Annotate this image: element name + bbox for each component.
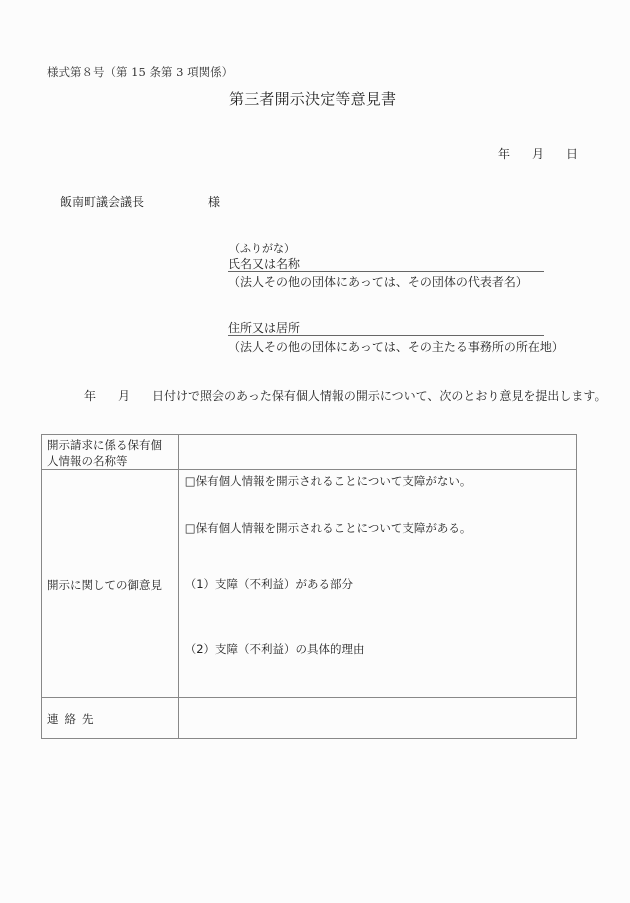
table-row xyxy=(42,698,577,739)
date-year-label: 年 xyxy=(498,147,511,161)
name-field-label: 氏名又は名称 xyxy=(228,257,301,271)
info-name-value[interactable] xyxy=(178,435,576,470)
date-line xyxy=(498,145,578,162)
no-objection-checkbox[interactable]: □保有個人情報を開示されることについて支障がない。 xyxy=(184,474,472,488)
address-field-note: （法人その他の団体にあっては、その主たる事務所の所在地） xyxy=(228,340,564,354)
form-number: 様式第８号（第 15 条第 3 項関係） xyxy=(47,65,234,79)
addressee xyxy=(60,193,220,210)
objection-reason-item: （2）支障（不利益）の具体的理由 xyxy=(184,642,365,656)
address-field[interactable] xyxy=(228,321,544,336)
furigana-label: （ふりがな） xyxy=(229,242,295,255)
contact-value[interactable] xyxy=(178,698,576,739)
addressee-honorific: 様 xyxy=(208,195,221,209)
date-month-label: 月 xyxy=(532,147,545,161)
table-row xyxy=(42,470,577,698)
address-field-label: 住所又は居所 xyxy=(228,321,301,335)
contact-label xyxy=(42,698,179,739)
statement-month: 月 xyxy=(118,389,131,403)
info-name-label: 開示請求に係る保有個人情報の名称等 xyxy=(42,435,179,470)
opinion-label: 開示に関しての御意見 xyxy=(42,470,179,698)
name-field[interactable] xyxy=(228,257,544,272)
date-day-label: 日 xyxy=(566,147,579,161)
statement-year: 年 xyxy=(84,389,97,403)
objection-part-item: （1）支障（不利益）がある部分 xyxy=(184,577,354,591)
opinion-table xyxy=(41,434,577,739)
name-field-note: （法人その他の団体にあっては、その団体の代表者名） xyxy=(228,275,528,289)
contact-label-text: 連絡先 xyxy=(47,712,100,726)
opinion-value xyxy=(178,470,576,698)
statement-text: 日付けで照会のあった保有個人情報の開示について、次のとおり意見を提出します。 xyxy=(152,389,607,403)
table-row xyxy=(42,435,577,470)
objection-checkbox[interactable]: □保有個人情報を開示されることについて支障がある。 xyxy=(184,521,472,535)
statement xyxy=(84,387,606,404)
addressee-name: 飯南町議会議長 xyxy=(60,195,145,209)
document-title: 第三者開示決定等意見書 xyxy=(229,90,397,108)
